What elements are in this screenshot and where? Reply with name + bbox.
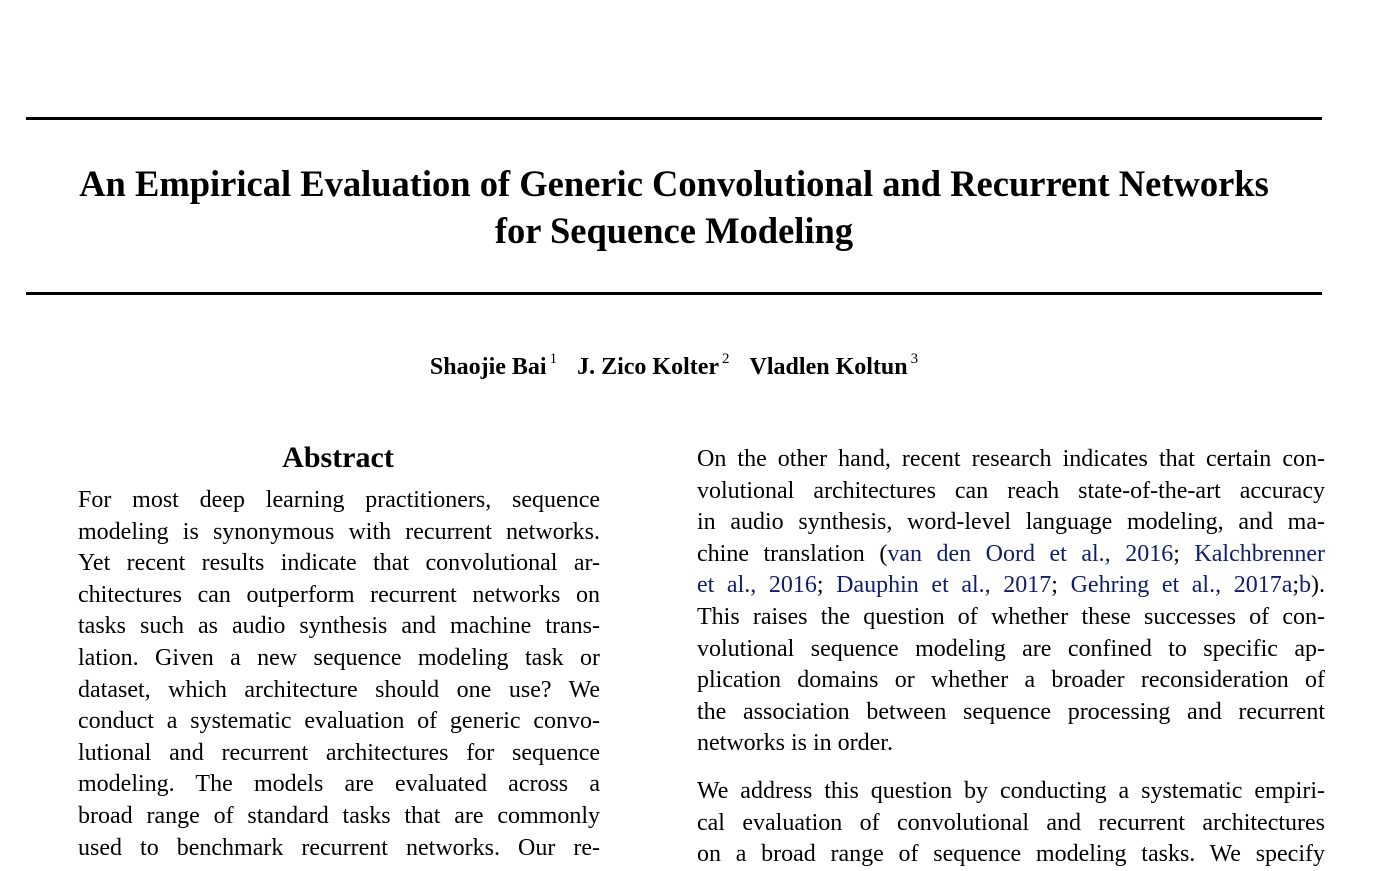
title-top-rule [26, 117, 1322, 120]
abstract-line: Yet recent results indicate that convolutional ar- [78, 550, 600, 577]
author-name: Shaojie Bai [429, 354, 547, 380]
body-line: on a broad range of sequence modeling tasks. We specify [697, 841, 1325, 868]
body-line: plication domains or whether a broader reconsideration of [697, 667, 1325, 694]
citation-separator: ; [816, 572, 837, 599]
intro-column [697, 444, 1325, 871]
intro-paragraph-2 [697, 776, 1325, 871]
body-line: in audio synthesis, word-level language modeling, and ma- [697, 509, 1325, 536]
author-kolter [577, 350, 729, 384]
abstract-line: dataset, which architecture should one use? We [78, 676, 600, 703]
affiliation-mark: 3 [910, 351, 919, 367]
citation-separator: ; [1173, 540, 1195, 567]
abstract-line: lation. Given a new sequence modeling task or [78, 644, 600, 671]
paper-title [26, 160, 1322, 254]
abstract-line: For most deep learning practitioners, sequence [78, 487, 600, 513]
body-line: the association between sequence processing and recurrent [697, 698, 1325, 725]
body-text: ). [1311, 572, 1326, 599]
body-line: volutional architectures can reach state-of-the-art accuracy [697, 477, 1325, 504]
body-line-with-citations [697, 570, 1325, 602]
citation-separator: ; [1051, 572, 1071, 599]
abstract-line: tasks such as audio synthesis and machine trans- [78, 613, 600, 640]
author-koltun [750, 350, 919, 384]
body-line: volutional sequence modeling are confined to specific ap- [697, 635, 1325, 662]
body-line: We address this question by conducting a systematic empiri- [697, 777, 1325, 804]
citation-separator: ; [1292, 572, 1300, 599]
title-line-1: An Empirical Evaluation of Generic Convolutional and Recurrent Networks [79, 163, 1269, 204]
body-line: On the other hand, recent research indicates that certain con- [697, 446, 1325, 472]
citation-link-kalchbrenner[interactable]: Kalchbrenner [1194, 540, 1326, 567]
abstract-line: lutional and recurrent architectures for sequence [78, 739, 600, 766]
abstract-line: modeling. The models are evaluated across a [78, 771, 600, 798]
abstract-line: broad range of standard tasks that are commonly [78, 802, 600, 829]
body-line: networks is in order. [697, 730, 893, 757]
citation-link-gehring-a[interactable]: Gehring et al., 2017a [1070, 572, 1293, 599]
title-bottom-rule [26, 292, 1322, 295]
paragraph-spacer [697, 760, 1325, 776]
body-line: cal evaluation of convolutional and recurrent architectures [697, 809, 1325, 836]
citation-link-kalchbrenner-cont[interactable]: et al., 2016 [697, 572, 817, 599]
abstract-line: chitectures can outperform recurrent networks on [78, 581, 600, 608]
citation-link-van-den-oord[interactable]: van den Oord et al., 2016 [887, 540, 1174, 567]
abstract-line: conduct a systematic evaluation of generic convo- [78, 708, 600, 735]
citation-link-gehring-b[interactable]: b [1299, 572, 1312, 599]
affiliation-mark: 1 [549, 351, 558, 367]
citation-link-dauphin[interactable]: Dauphin et al., 2017 [836, 572, 1052, 599]
author-name: J. Zico Kolter [577, 354, 720, 380]
title-line-2: for Sequence Modeling [494, 210, 854, 251]
body-line-with-citations [697, 539, 1325, 571]
abstract-line: modeling is synonymous with recurrent networks. [78, 518, 600, 545]
author-name: Vladlen Koltun [749, 354, 908, 380]
abstract-line: used to benchmark recurrent networks. Our re- [78, 834, 600, 861]
author-list [26, 350, 1322, 384]
affiliation-mark: 2 [722, 351, 730, 367]
abstract-body [78, 485, 600, 864]
body-line: This raises the question of whether these successes of con- [697, 603, 1325, 630]
body-text: chine translation ( [697, 540, 888, 567]
abstract-heading: Abstract [282, 441, 394, 474]
author-bai [430, 350, 557, 384]
intro-paragraph-1 [697, 444, 1325, 760]
